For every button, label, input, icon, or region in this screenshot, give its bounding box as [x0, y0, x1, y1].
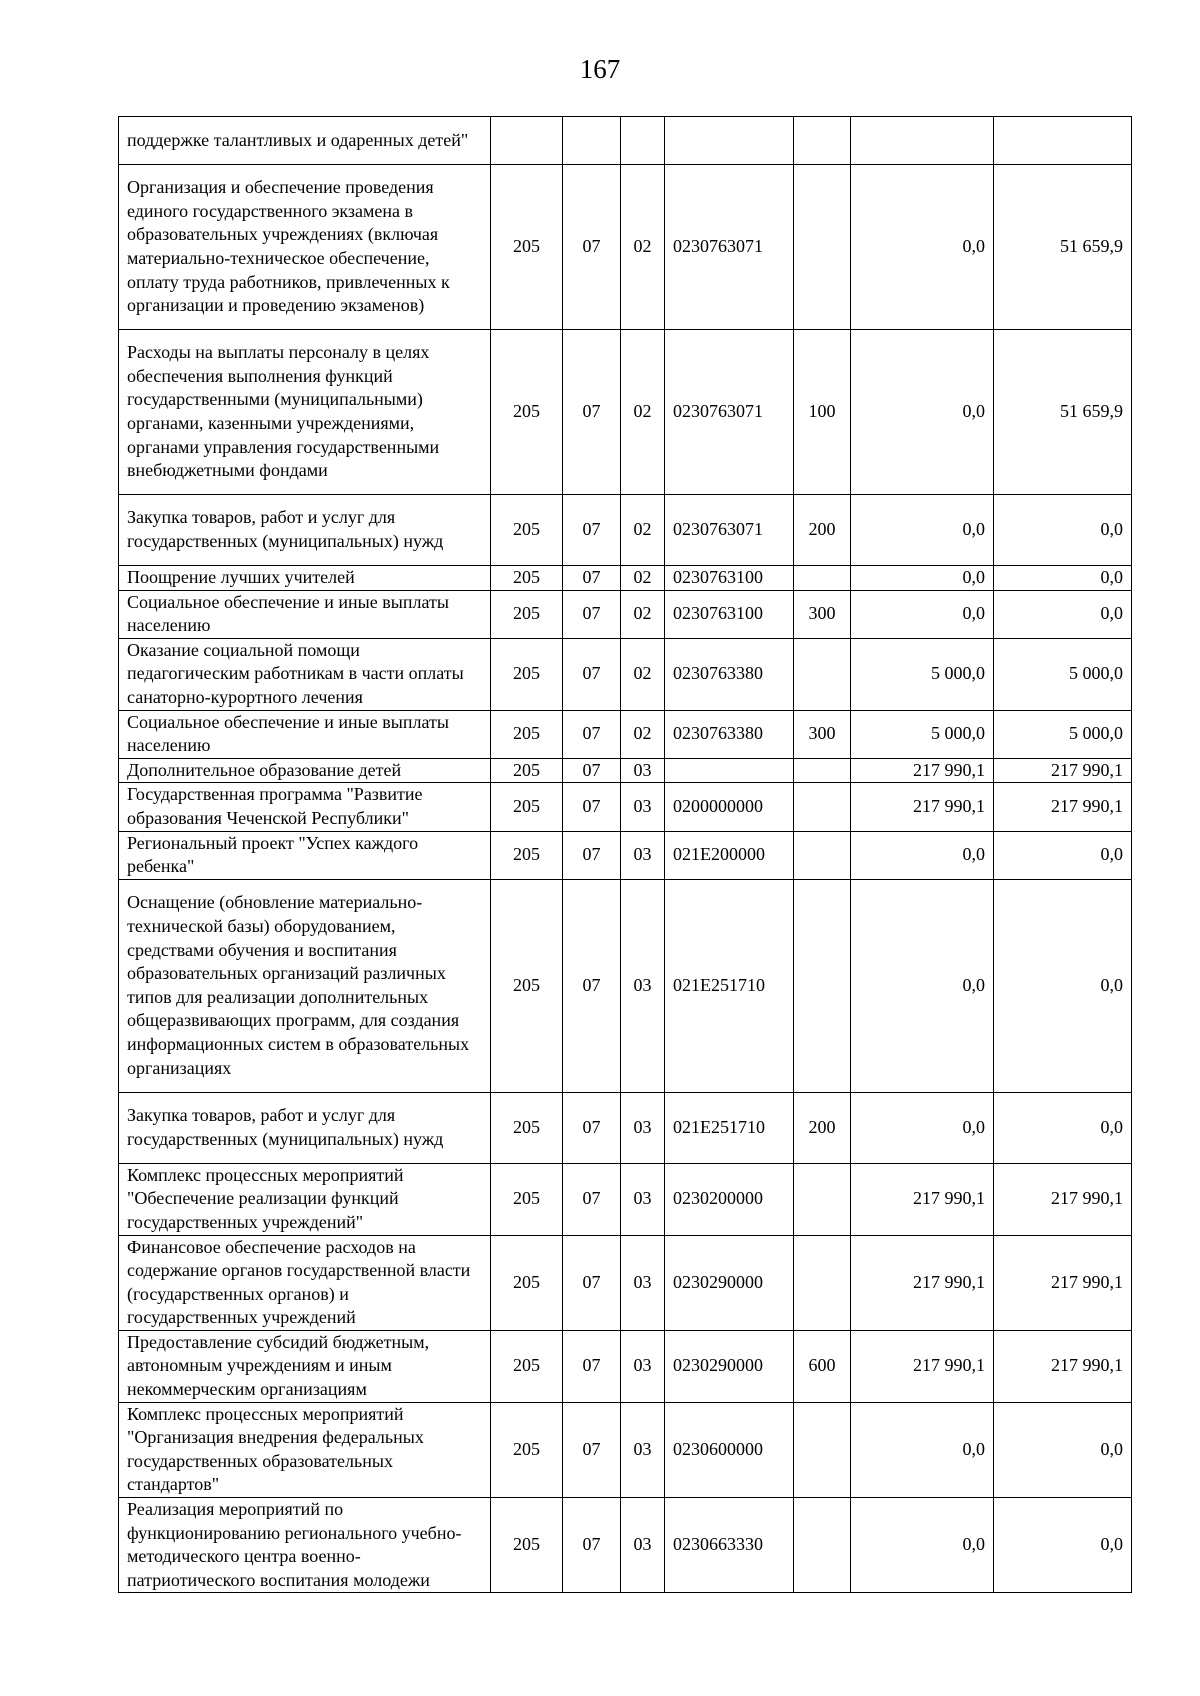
table-row	[119, 710, 1132, 758]
row-ved-code: 205	[491, 831, 563, 879]
page-number: 167	[579, 54, 621, 84]
row-subsection-code: 03	[621, 1235, 665, 1330]
row-ved-code: 205	[491, 165, 563, 330]
table-row	[119, 165, 1132, 330]
table-row	[119, 1330, 1132, 1402]
row-target-article: 0230200000	[665, 1163, 794, 1235]
row-subsection-code: 03	[621, 1330, 665, 1402]
row-target-article: 021Е200000	[665, 831, 794, 879]
row-subsection-code: 03	[621, 879, 665, 1092]
row-ved-code: 205	[491, 710, 563, 758]
row-ved-code: 205	[491, 590, 563, 638]
row-subsection-code: 03	[621, 1092, 665, 1163]
row-amount-2: 0,0	[994, 1092, 1132, 1163]
row-amount-1: 0,0	[851, 1092, 994, 1163]
row-subsection-code: 02	[621, 590, 665, 638]
row-target-article: 0230600000	[665, 1402, 794, 1497]
table-row	[119, 1402, 1132, 1497]
row-amount-2: 0,0	[994, 1498, 1132, 1593]
row-ved-code: 205	[491, 566, 563, 591]
row-section-code: 07	[563, 638, 621, 710]
row-ved-code: 205	[491, 783, 563, 831]
row-amount-1: 0,0	[851, 1402, 994, 1497]
row-subsection-code: 03	[621, 831, 665, 879]
row-target-article: 021Е251710	[665, 1092, 794, 1163]
row-expense-type	[794, 831, 851, 879]
row-amount-2: 51 659,9	[994, 330, 1132, 495]
row-expense-type: 200	[794, 1092, 851, 1163]
row-name: Реализация мероприятий по функционированию регионального учебно-методического центра военно-патриотического воспитания молодежи	[119, 1498, 491, 1593]
row-amount-2: 217 990,1	[994, 1235, 1132, 1330]
row-section-code: 07	[563, 831, 621, 879]
row-amount-2: 0,0	[994, 590, 1132, 638]
row-amount-2: 217 990,1	[994, 1163, 1132, 1235]
table-row	[119, 758, 1132, 783]
row-target-article: 0230763380	[665, 638, 794, 710]
row-name: Комплекс процессных мероприятий "Организация внедрения федеральных государственных образовательных стандартов"	[119, 1402, 491, 1497]
row-subsection-code: 02	[621, 638, 665, 710]
row-amount-2: 0,0	[994, 879, 1132, 1092]
row-ved-code: 205	[491, 758, 563, 783]
row-target-article: 0230663330	[665, 1498, 794, 1593]
row-amount-2	[994, 117, 1132, 165]
row-name: Закупка товаров, работ и услуг для государственных (муниципальных) нужд	[119, 495, 491, 566]
row-expense-type: 300	[794, 710, 851, 758]
row-amount-1: 217 990,1	[851, 758, 994, 783]
row-amount-1: 5 000,0	[851, 638, 994, 710]
row-expense-type	[794, 1163, 851, 1235]
row-expense-type: 600	[794, 1330, 851, 1402]
row-ved-code: 205	[491, 1402, 563, 1497]
row-target-article	[665, 117, 794, 165]
row-subsection-code: 03	[621, 1163, 665, 1235]
row-ved-code: 205	[491, 638, 563, 710]
table-row	[119, 117, 1132, 165]
row-ved-code: 205	[491, 1330, 563, 1402]
row-name: Поощрение лучших учителей	[119, 566, 491, 591]
row-name: Социальное обеспечение и иные выплаты населению	[119, 710, 491, 758]
budget-table	[118, 116, 1132, 1593]
row-expense-type	[794, 566, 851, 591]
table-body	[119, 117, 1132, 1593]
row-amount-2: 0,0	[994, 566, 1132, 591]
row-name: Оснащение (обновление материально-технической базы) оборудованием, средствами обучения и воспитания образовательных организаций различных типов для реализации дополнительных общеразвивающих программ, для создания информационных систем в образовательных организациях	[119, 879, 491, 1092]
row-section-code: 07	[563, 590, 621, 638]
row-name: поддержке талантливых и одаренных детей"	[119, 117, 491, 165]
row-amount-1	[851, 117, 994, 165]
row-name: Финансовое обеспечение расходов на содержание органов государственной власти (государственных органов) и государственных учреждений	[119, 1235, 491, 1330]
table-row	[119, 590, 1132, 638]
table-row	[119, 495, 1132, 566]
row-section-code: 07	[563, 566, 621, 591]
row-section-code: 07	[563, 1402, 621, 1497]
row-expense-type	[794, 117, 851, 165]
row-target-article: 0200000000	[665, 783, 794, 831]
row-ved-code: 205	[491, 879, 563, 1092]
row-target-article	[665, 758, 794, 783]
row-amount-2: 217 990,1	[994, 1330, 1132, 1402]
row-amount-1: 0,0	[851, 879, 994, 1092]
row-section-code: 07	[563, 165, 621, 330]
row-subsection-code: 03	[621, 783, 665, 831]
table-row	[119, 783, 1132, 831]
row-subsection-code: 02	[621, 710, 665, 758]
row-section-code: 07	[563, 758, 621, 783]
row-name: Предоставление субсидий бюджетным, автономным учреждениям и иным некоммерческим организациям	[119, 1330, 491, 1402]
row-subsection-code	[621, 117, 665, 165]
row-section-code: 07	[563, 1498, 621, 1593]
table-row	[119, 831, 1132, 879]
row-target-article: 021Е251710	[665, 879, 794, 1092]
row-ved-code: 205	[491, 330, 563, 495]
table-row	[119, 1498, 1132, 1593]
row-name: Дополнительное образование детей	[119, 758, 491, 783]
table-row	[119, 1092, 1132, 1163]
row-target-article: 0230290000	[665, 1330, 794, 1402]
row-amount-1: 5 000,0	[851, 710, 994, 758]
row-amount-2: 5 000,0	[994, 638, 1132, 710]
row-target-article: 0230763071	[665, 495, 794, 566]
row-name: Оказание социальной помощи педагогическим работникам в части оплаты санаторно-курортного лечения	[119, 638, 491, 710]
row-amount-1: 0,0	[851, 566, 994, 591]
row-expense-type	[794, 1498, 851, 1593]
row-ved-code: 205	[491, 1092, 563, 1163]
row-amount-2: 217 990,1	[994, 783, 1132, 831]
row-subsection-code: 02	[621, 165, 665, 330]
row-target-article: 0230763071	[665, 330, 794, 495]
row-amount-2: 5 000,0	[994, 710, 1132, 758]
row-subsection-code: 02	[621, 566, 665, 591]
table-row	[119, 879, 1132, 1092]
row-target-article: 0230763100	[665, 566, 794, 591]
row-expense-type: 300	[794, 590, 851, 638]
table-row	[119, 638, 1132, 710]
row-subsection-code: 02	[621, 330, 665, 495]
row-target-article: 0230763071	[665, 165, 794, 330]
row-ved-code: 205	[491, 495, 563, 566]
row-section-code: 07	[563, 1330, 621, 1402]
row-amount-1: 0,0	[851, 831, 994, 879]
row-target-article: 0230763100	[665, 590, 794, 638]
row-section-code: 07	[563, 710, 621, 758]
table-row	[119, 1163, 1132, 1235]
row-name: Организация и обеспечение проведения единого государственного экзамена в образовательных учреждениях (включая материально-техническое обеспечение, оплату труда работников, привлеченных к организации и проведению экзаменов)	[119, 165, 491, 330]
row-amount-1: 217 990,1	[851, 783, 994, 831]
row-expense-type	[794, 1235, 851, 1330]
row-section-code: 07	[563, 330, 621, 495]
row-ved-code	[491, 117, 563, 165]
row-ved-code: 205	[491, 1235, 563, 1330]
row-expense-type	[794, 1402, 851, 1497]
row-target-article: 0230763380	[665, 710, 794, 758]
table-row	[119, 566, 1132, 591]
row-ved-code: 205	[491, 1498, 563, 1593]
row-expense-type	[794, 758, 851, 783]
row-section-code: 07	[563, 783, 621, 831]
row-amount-1: 217 990,1	[851, 1163, 994, 1235]
row-subsection-code: 03	[621, 1498, 665, 1593]
row-subsection-code: 03	[621, 1402, 665, 1497]
row-amount-1: 0,0	[851, 495, 994, 566]
row-amount-1: 0,0	[851, 165, 994, 330]
row-section-code	[563, 117, 621, 165]
row-amount-1: 217 990,1	[851, 1235, 994, 1330]
table-row	[119, 330, 1132, 495]
row-section-code: 07	[563, 1092, 621, 1163]
row-name: Комплекс процессных мероприятий "Обеспечение реализации функций государственных учреждений"	[119, 1163, 491, 1235]
row-expense-type	[794, 638, 851, 710]
table-row	[119, 1235, 1132, 1330]
row-name: Региональный проект "Успех каждого ребенка"	[119, 831, 491, 879]
row-expense-type	[794, 879, 851, 1092]
row-name: Расходы на выплаты персоналу в целях обеспечения выполнения функций государственными (муниципальными) органами, казенными учреждениями, органами управления государственными внебюджетными фондами	[119, 330, 491, 495]
row-amount-2: 0,0	[994, 1402, 1132, 1497]
row-ved-code: 205	[491, 1163, 563, 1235]
row-subsection-code: 03	[621, 758, 665, 783]
row-name: Государственная программа "Развитие образования Чеченской Республики"	[119, 783, 491, 831]
row-amount-1: 0,0	[851, 1498, 994, 1593]
row-section-code: 07	[563, 1163, 621, 1235]
row-amount-2: 0,0	[994, 495, 1132, 566]
row-amount-1: 217 990,1	[851, 1330, 994, 1402]
row-name: Социальное обеспечение и иные выплаты населению	[119, 590, 491, 638]
row-name: Закупка товаров, работ и услуг для государственных (муниципальных) нужд	[119, 1092, 491, 1163]
row-expense-type	[794, 165, 851, 330]
row-section-code: 07	[563, 1235, 621, 1330]
row-amount-2: 0,0	[994, 831, 1132, 879]
row-amount-2: 51 659,9	[994, 165, 1132, 330]
row-subsection-code: 02	[621, 495, 665, 566]
row-amount-2: 217 990,1	[994, 758, 1132, 783]
row-target-article: 0230290000	[665, 1235, 794, 1330]
row-amount-1: 0,0	[851, 590, 994, 638]
row-amount-1: 0,0	[851, 330, 994, 495]
row-expense-type: 200	[794, 495, 851, 566]
row-section-code: 07	[563, 879, 621, 1092]
row-expense-type	[794, 783, 851, 831]
row-section-code: 07	[563, 495, 621, 566]
row-expense-type: 100	[794, 330, 851, 495]
